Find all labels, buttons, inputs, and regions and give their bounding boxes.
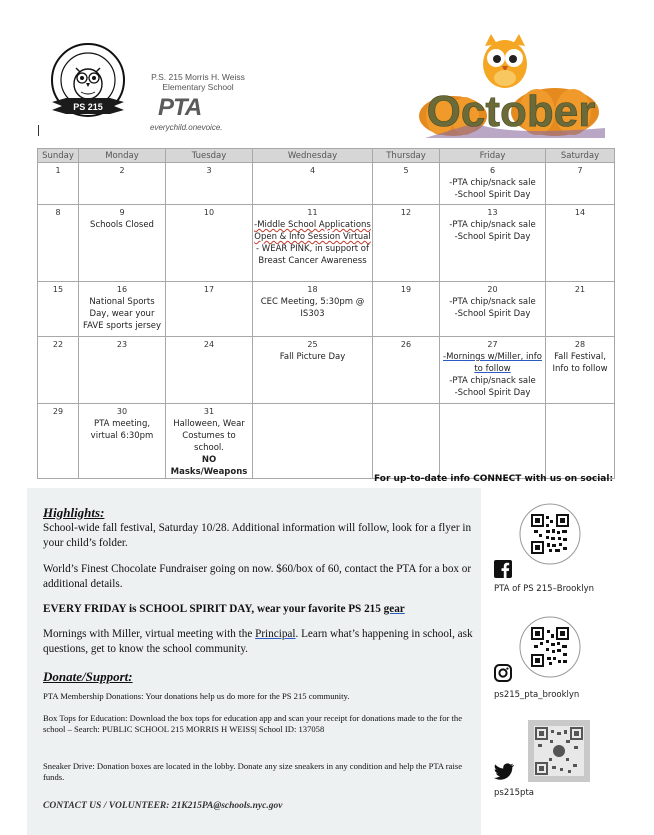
calendar-day-cell	[546, 205, 615, 282]
day-number: 1	[55, 166, 61, 175]
instagram-icon[interactable]	[494, 664, 512, 682]
calendar-day-cell	[79, 205, 166, 282]
calendar-event: Fall Festival, Info to follow	[552, 352, 608, 374]
day-number: 8	[55, 208, 61, 217]
calendar-event: -School Spirit Day	[454, 309, 531, 319]
calendar-event: -PTA chip/snack sale	[449, 376, 536, 386]
calendar-event: -PTA chip/snack sale	[449, 220, 536, 230]
calendar-day-cell	[253, 282, 373, 337]
donate-boxtops: Box Tops for Education: Download the box tops for education app and scan your receipt for donations made to the for the school – Search: PUBLIC SCHOOL 215 MORRIS H WEISS| School ID: 137058	[43, 713, 463, 734]
day-number: 23	[116, 340, 128, 349]
day-number: 27	[487, 340, 498, 349]
calendar-event: PTA meeting, virtual 6:30pm	[90, 419, 154, 441]
weekday-header: Tuesday	[166, 149, 253, 163]
day-number: 17	[203, 285, 215, 294]
day-number: 13	[487, 208, 498, 217]
calendar-event: -School Spirit Day	[454, 190, 531, 200]
calendar-day-cell	[79, 404, 166, 479]
pta-logo: PTA	[158, 94, 202, 121]
calendar-event: CEC Meeting, 5:30pm @ IS303	[260, 297, 365, 319]
calendar-event: -School Spirit Day	[454, 232, 531, 242]
day-number: 12	[400, 208, 412, 217]
school-name: P.S. 215 Morris H. Weiss Elementary School	[151, 72, 245, 92]
calendar-day-cell	[166, 205, 253, 282]
calendar-day-cell	[166, 404, 253, 479]
calendar-day-cell	[79, 282, 166, 337]
day-number: 4	[309, 166, 316, 175]
calendar-day-cell	[546, 337, 615, 404]
calendar-event: Fall Picture Day	[279, 352, 346, 362]
calendar-day-cell	[373, 163, 440, 205]
day-number: 28	[574, 340, 586, 349]
weekday-header: Wednesday	[253, 149, 373, 163]
calendar-day-cell	[373, 337, 440, 404]
spirit-day-gear: gear	[383, 603, 405, 615]
day-number: 9	[119, 208, 125, 217]
day-number: 15	[52, 285, 64, 294]
weekday-header: Saturday	[546, 149, 615, 163]
day-number	[253, 406, 372, 418]
calendar-day-cell	[79, 337, 166, 404]
mornings-text-start: Mornings with Miller, virtual meeting with the	[43, 628, 256, 640]
calendar-day-cell	[166, 282, 253, 337]
day-number: 19	[400, 285, 412, 294]
day-number	[440, 406, 545, 418]
highlight-fall-festival: School-wide fall festival, Saturday 10/28. Additional information will follow, look for a flyer in your child’s folder.	[43, 522, 472, 549]
donate-heading: Donate/Support:	[43, 669, 133, 684]
calendar-event: Halloween, Wear Costumes to school.	[173, 419, 245, 453]
calendar-day-cell	[440, 163, 546, 205]
calendar-day-cell	[440, 282, 546, 337]
highlight-spirit-day	[43, 603, 405, 615]
school-logo-badge	[44, 40, 132, 128]
calendar-day-cell	[440, 404, 546, 479]
calendar-event: -PTA chip/snack sale	[449, 297, 536, 307]
instagram-label[interactable]: ps215_pta_brooklyn	[494, 690, 580, 700]
calendar-event: NO Masks/Weapons	[170, 455, 248, 477]
owl-icon	[483, 34, 527, 88]
calendar-event: -Middle School Applications Open & Info Session Virtual	[254, 220, 371, 242]
facebook-icon[interactable]	[494, 560, 512, 578]
calendar-week-row	[38, 282, 615, 337]
calendar-week-row	[38, 205, 615, 282]
day-number: 10	[203, 208, 215, 217]
spirit-day-text: EVERY FRIDAY is SCHOOL SPIRIT DAY, wear your favorite PS 215	[43, 603, 384, 615]
weekday-header: Thursday	[373, 149, 440, 163]
day-number	[546, 406, 614, 418]
twitter-label[interactable]: ps215pta	[494, 788, 534, 798]
day-number: 25	[307, 340, 318, 349]
highlight-chocolate-fundraiser: World’s Finest Chocolate Fundraiser going on now. $60/box of 60, contact the PTA for a box or additional details.	[43, 563, 472, 590]
highlights-heading: Highlights:	[43, 505, 105, 520]
school-name-block	[148, 72, 248, 92]
donate-membership: PTA Membership Donations: Your donations help us do more for the PS 215 community.	[43, 691, 350, 701]
day-number: 18	[307, 285, 318, 294]
facebook-label[interactable]: PTA of PS 215–Brooklyn	[494, 584, 595, 594]
calendar-day-cell	[440, 337, 546, 404]
day-number: 7	[577, 166, 583, 175]
october-calendar	[37, 148, 615, 479]
contact-volunteer: CONTACT US / VOLUNTEER: 21K215PA@schools.nyc.gov	[43, 801, 283, 811]
calendar-day-cell	[373, 404, 440, 479]
calendar-day-cell	[166, 337, 253, 404]
twitter-icon[interactable]	[494, 762, 512, 780]
highlight-mornings-miller	[43, 627, 473, 657]
october-banner	[405, 28, 620, 140]
instagram-qr-code[interactable]	[519, 615, 581, 684]
calendar-event: National Sports Day, wear your FAVE sports jersey	[82, 297, 162, 331]
day-number: 29	[52, 407, 64, 416]
calendar-day-cell	[253, 337, 373, 404]
calendar-day-cell	[253, 404, 373, 479]
calendar-day-cell	[546, 163, 615, 205]
day-number: 30	[116, 407, 128, 416]
text-cursor	[38, 125, 39, 136]
day-number: 14	[574, 208, 586, 217]
calendar-week-row	[38, 404, 615, 479]
calendar-day-cell	[38, 163, 79, 205]
day-number: 6	[489, 166, 496, 175]
day-number: 5	[403, 166, 409, 175]
social-callout: For up-to-date info CONNECT with us on social:	[374, 474, 614, 484]
weekday-header-row	[38, 149, 615, 163]
badge-ribbon-text: PS 215	[73, 102, 103, 112]
calendar-day-cell	[166, 163, 253, 205]
calendar-day-cell	[253, 163, 373, 205]
calendar-day-cell	[440, 205, 546, 282]
calendar-week-row	[38, 163, 615, 205]
calendar-day-cell	[373, 205, 440, 282]
day-number: 11	[307, 208, 318, 217]
calendar-day-cell	[546, 404, 615, 479]
weekday-header: Sunday	[38, 149, 79, 163]
weekday-header: Friday	[440, 149, 546, 163]
day-number: 21	[574, 285, 586, 294]
calendar-day-cell	[38, 282, 79, 337]
calendar-event: -Mornings w/Miller, info to follow	[443, 352, 542, 374]
mornings-text-end: . Learn what’s happening in school, ask questions, get to know the school community.	[43, 628, 473, 655]
day-number: 24	[203, 340, 215, 349]
day-number: 16	[116, 285, 128, 294]
calendar-event: - WEAR PINK, in support of Breast Cancer Awareness	[256, 244, 369, 266]
calendar-day-cell	[38, 404, 79, 479]
day-number: 22	[52, 340, 64, 349]
calendar-day-cell	[38, 337, 79, 404]
day-number	[373, 406, 439, 418]
calendar-day-cell	[38, 205, 79, 282]
twitter-qr-code[interactable]	[528, 720, 590, 787]
calendar-event: -PTA chip/snack sale	[449, 178, 536, 188]
highlights-panel	[27, 488, 481, 835]
mornings-principal: Principal	[255, 628, 296, 640]
facebook-qr-code[interactable]	[519, 502, 581, 571]
calendar-day-cell	[79, 163, 166, 205]
donate-sneaker-drive: Sneaker Drive: Donation boxes are located in the lobby. Donate any size sneakers in any condition and help the PTA raise funds.	[43, 761, 463, 782]
calendar-day-cell	[253, 205, 373, 282]
day-number: 20	[487, 285, 498, 294]
month-title: October	[426, 87, 596, 136]
day-number: 2	[119, 166, 125, 175]
day-number: 31	[203, 407, 215, 416]
calendar-day-cell	[546, 282, 615, 337]
calendar-event: Schools Closed	[90, 220, 154, 230]
weekday-header: Monday	[79, 149, 166, 163]
day-number: 26	[400, 340, 412, 349]
calendar-week-row	[38, 337, 615, 404]
pta-tagline: everychild.onevoice.	[150, 123, 223, 132]
calendar-day-cell	[373, 282, 440, 337]
calendar-event: -School Spirit Day	[454, 388, 531, 398]
day-number: 3	[206, 166, 212, 175]
